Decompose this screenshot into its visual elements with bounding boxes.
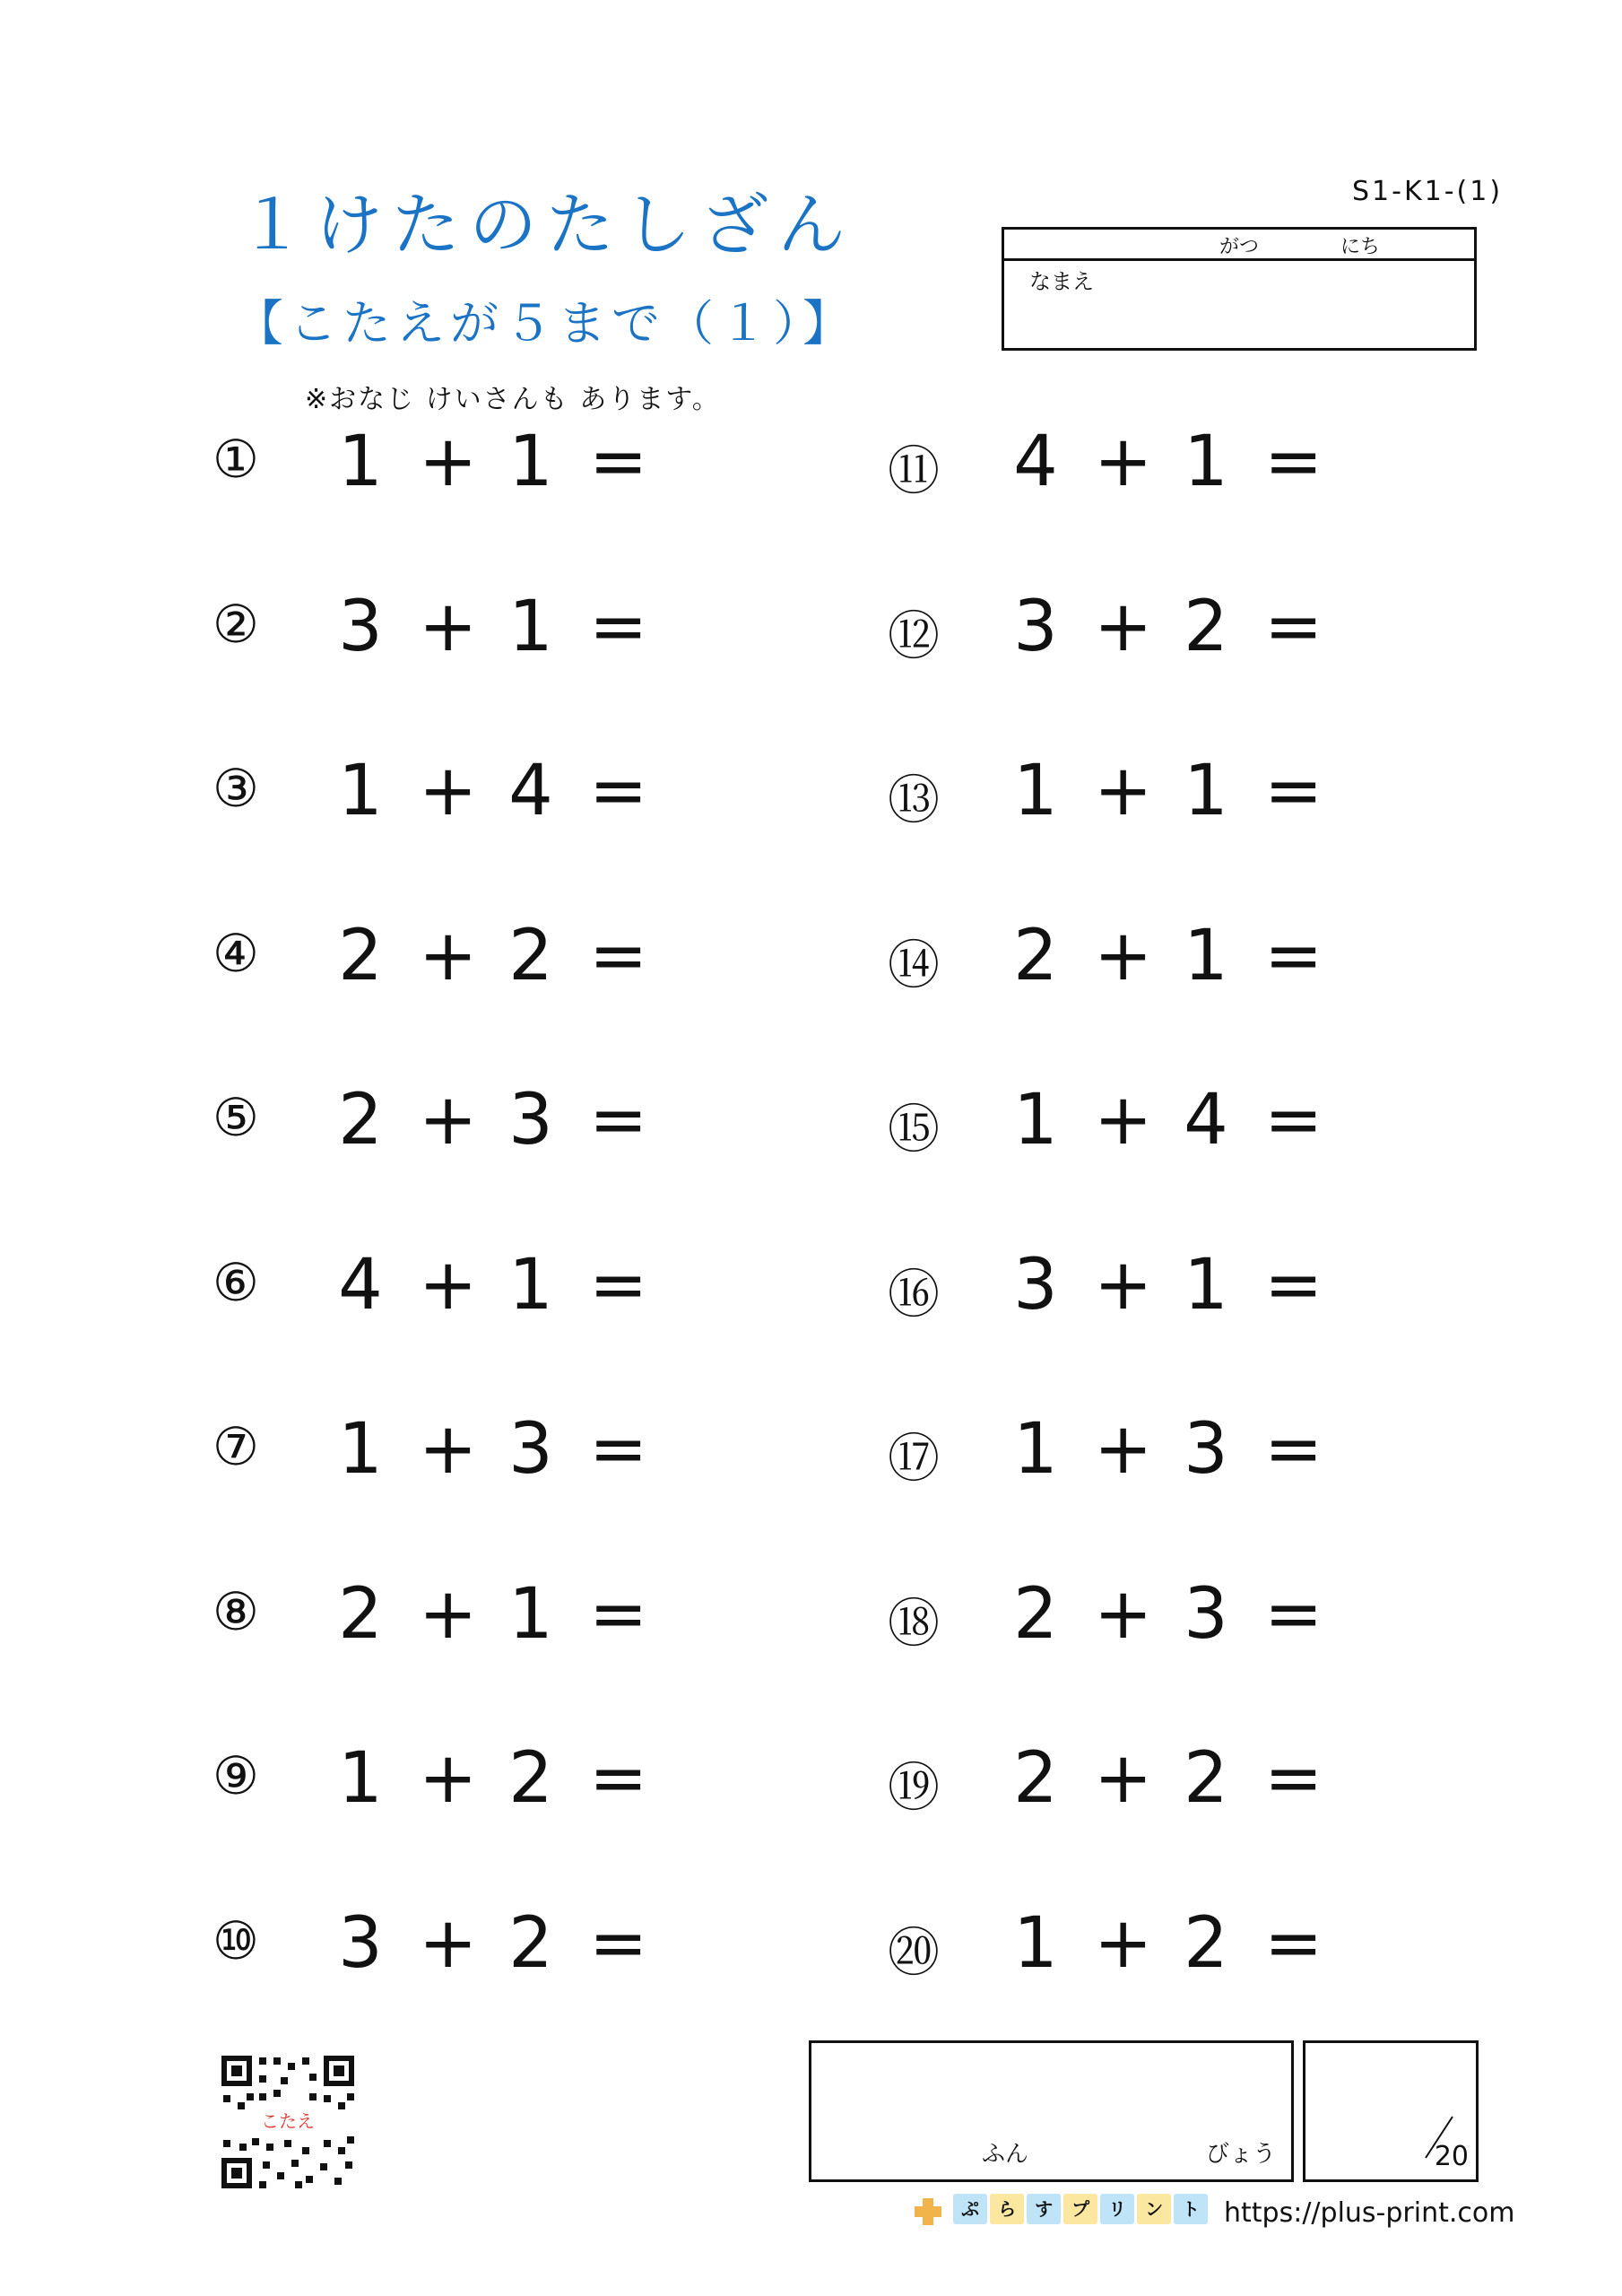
- problem-eq: =: [1264, 915, 1323, 996]
- problem-op: +: [1094, 1244, 1153, 1326]
- minutes-label: ふん: [982, 2141, 1029, 2168]
- problem-op: +: [1094, 1080, 1153, 1161]
- problem-a: 3: [1013, 1244, 1058, 1326]
- problem-op: +: [419, 1902, 478, 1984]
- problem-op: +: [1094, 1409, 1153, 1490]
- problem-num: ⑮: [888, 1099, 941, 1160]
- seconds-label: びょう: [1206, 2141, 1277, 2168]
- problem-num: ⑭: [888, 934, 941, 996]
- problem-b: 1: [1184, 422, 1228, 502]
- date-row: [1004, 230, 1474, 261]
- problem-a: 1: [1013, 1409, 1058, 1490]
- problem-op: +: [419, 422, 478, 502]
- problem-eq: =: [589, 915, 648, 996]
- time-box[interactable]: [809, 2040, 1294, 2182]
- problem-a: 3: [1013, 586, 1058, 667]
- problem-b: 3: [508, 1409, 553, 1490]
- problem-a: 1: [338, 1738, 383, 1819]
- problem-a: 2: [1013, 915, 1058, 996]
- name-date-box[interactable]: [1002, 227, 1477, 351]
- problem-a: 3: [338, 1902, 383, 1984]
- problem-op: +: [419, 1738, 478, 1819]
- problem-num: ⑥: [213, 1251, 259, 1313]
- problem-op: +: [1094, 1573, 1153, 1655]
- problem-eq: =: [1264, 1738, 1323, 1819]
- problem-num: ⑧: [213, 1580, 259, 1642]
- problem-a: 2: [1013, 1573, 1058, 1655]
- problem-b: 2: [1184, 1738, 1228, 1819]
- problem-op: +: [419, 1244, 478, 1326]
- problem-a: 1: [1013, 1080, 1058, 1161]
- problem-op: +: [419, 1573, 478, 1655]
- day-label: にち: [1340, 236, 1381, 258]
- problem-op: +: [1094, 915, 1153, 996]
- score-box[interactable]: [1303, 2040, 1479, 2182]
- problem-num: ⑬: [888, 770, 941, 831]
- brand-logo[interactable]: [913, 2194, 1210, 2230]
- plus-logo-icon: [913, 2196, 943, 2227]
- qr-answer-label: こたえ: [256, 2109, 320, 2133]
- problem-num: ⑲: [888, 1757, 941, 1818]
- problem-op: +: [1094, 422, 1153, 502]
- problem-num: ③: [213, 758, 259, 819]
- brand-char: ン: [1137, 2194, 1171, 2224]
- month-label: がつ: [1219, 236, 1260, 258]
- problem-a: 3: [338, 586, 383, 667]
- brand-char: す: [1027, 2194, 1061, 2224]
- problem-b: 1: [508, 1573, 553, 1655]
- problem-op: +: [1094, 1738, 1153, 1819]
- problem-a: 1: [1013, 751, 1058, 831]
- problem-a: 1: [338, 422, 383, 502]
- problem-eq: =: [1264, 1409, 1323, 1490]
- problem-op: +: [419, 915, 478, 996]
- problem-a: 2: [338, 1573, 383, 1655]
- problem-num: ④: [213, 922, 259, 984]
- problem-a: 2: [1013, 1738, 1058, 1819]
- problem-num: ⑩: [213, 1909, 259, 1971]
- problem-eq: =: [1264, 1080, 1323, 1161]
- problem-num: ⑤: [213, 1087, 259, 1148]
- problem-num: ⑳: [888, 1921, 941, 1983]
- problem-op: +: [419, 586, 478, 667]
- problem-b: 2: [508, 1738, 553, 1819]
- problem-b: 1: [1184, 915, 1228, 996]
- problem-eq: =: [589, 1080, 648, 1161]
- problem-b: 1: [1184, 1244, 1228, 1326]
- problem-b: 3: [1184, 1409, 1228, 1490]
- problem-num: ⑦: [213, 1416, 259, 1477]
- problem-eq: =: [589, 1738, 648, 1819]
- score-total: 20: [1434, 2141, 1469, 2172]
- problem-b: 2: [508, 1902, 553, 1984]
- problem-a: 2: [338, 1080, 383, 1161]
- problem-eq: =: [589, 586, 648, 667]
- problem-a: 4: [1013, 422, 1058, 502]
- page-subtitle: 【こたえが５まで（１）】: [235, 295, 856, 352]
- problem-b: 3: [1184, 1573, 1228, 1655]
- problem-num: ⑪: [888, 440, 941, 501]
- brand-name: [953, 2198, 1210, 2220]
- problem-op: +: [419, 1080, 478, 1161]
- problem-eq: =: [589, 422, 648, 502]
- problem-num: ⑨: [213, 1745, 259, 1806]
- problem-eq: =: [1264, 1573, 1323, 1655]
- brand-char: ら: [990, 2194, 1024, 2224]
- problem-eq: =: [589, 1409, 648, 1490]
- page-title: １けたのたしざん: [238, 185, 854, 265]
- brand-char: プ: [1063, 2194, 1097, 2224]
- name-label: なまえ: [1029, 269, 1094, 294]
- problem-b: 1: [508, 1244, 553, 1326]
- problem-b: 1: [508, 586, 553, 667]
- brand-char: ト: [1174, 2194, 1208, 2224]
- problem-a: 1: [338, 751, 383, 831]
- problem-num: ②: [213, 593, 259, 655]
- problem-b: 2: [1184, 1902, 1228, 1984]
- problem-num: ⑱: [888, 1592, 941, 1654]
- problem-eq: =: [1264, 1244, 1323, 1326]
- problem-eq: =: [1264, 422, 1323, 502]
- problem-b: 1: [1184, 751, 1228, 831]
- problem-eq: =: [1264, 586, 1323, 667]
- problem-op: +: [1094, 586, 1153, 667]
- problem-eq: =: [589, 751, 648, 831]
- problem-b: 1: [508, 422, 553, 502]
- problem-b: 4: [1184, 1080, 1228, 1161]
- problem-a: 4: [338, 1244, 383, 1326]
- note-text: ※おなじ けいさんも あります。: [305, 384, 721, 415]
- problem-op: +: [419, 1409, 478, 1490]
- problem-num: ①: [213, 429, 259, 490]
- problem-op: +: [1094, 751, 1153, 831]
- worksheet-code: S1-K1-(1): [1352, 176, 1504, 207]
- brand-char: ぷ: [953, 2194, 987, 2224]
- problem-b: 3: [508, 1080, 553, 1161]
- problem-num: ⑫: [888, 604, 941, 666]
- problem-b: 2: [508, 915, 553, 996]
- problem-a: 2: [338, 915, 383, 996]
- problem-num: ⑯: [888, 1263, 941, 1325]
- problem-op: +: [1094, 1902, 1153, 1984]
- qr-code[interactable]: [220, 2054, 356, 2190]
- problem-eq: =: [589, 1244, 648, 1326]
- site-url[interactable]: https://plus-print.com: [1224, 2197, 1515, 2229]
- problem-num: ⑰: [888, 1428, 941, 1489]
- problem-eq: =: [589, 1902, 648, 1984]
- brand-char: リ: [1100, 2194, 1134, 2224]
- problem-b: 2: [1184, 586, 1228, 667]
- problem-eq: =: [1264, 751, 1323, 831]
- problem-eq: =: [1264, 1902, 1323, 1984]
- problem-op: +: [419, 751, 478, 831]
- problem-b: 4: [508, 751, 553, 831]
- problem-a: 1: [1013, 1902, 1058, 1984]
- problem-a: 1: [338, 1409, 383, 1490]
- problem-eq: =: [589, 1573, 648, 1655]
